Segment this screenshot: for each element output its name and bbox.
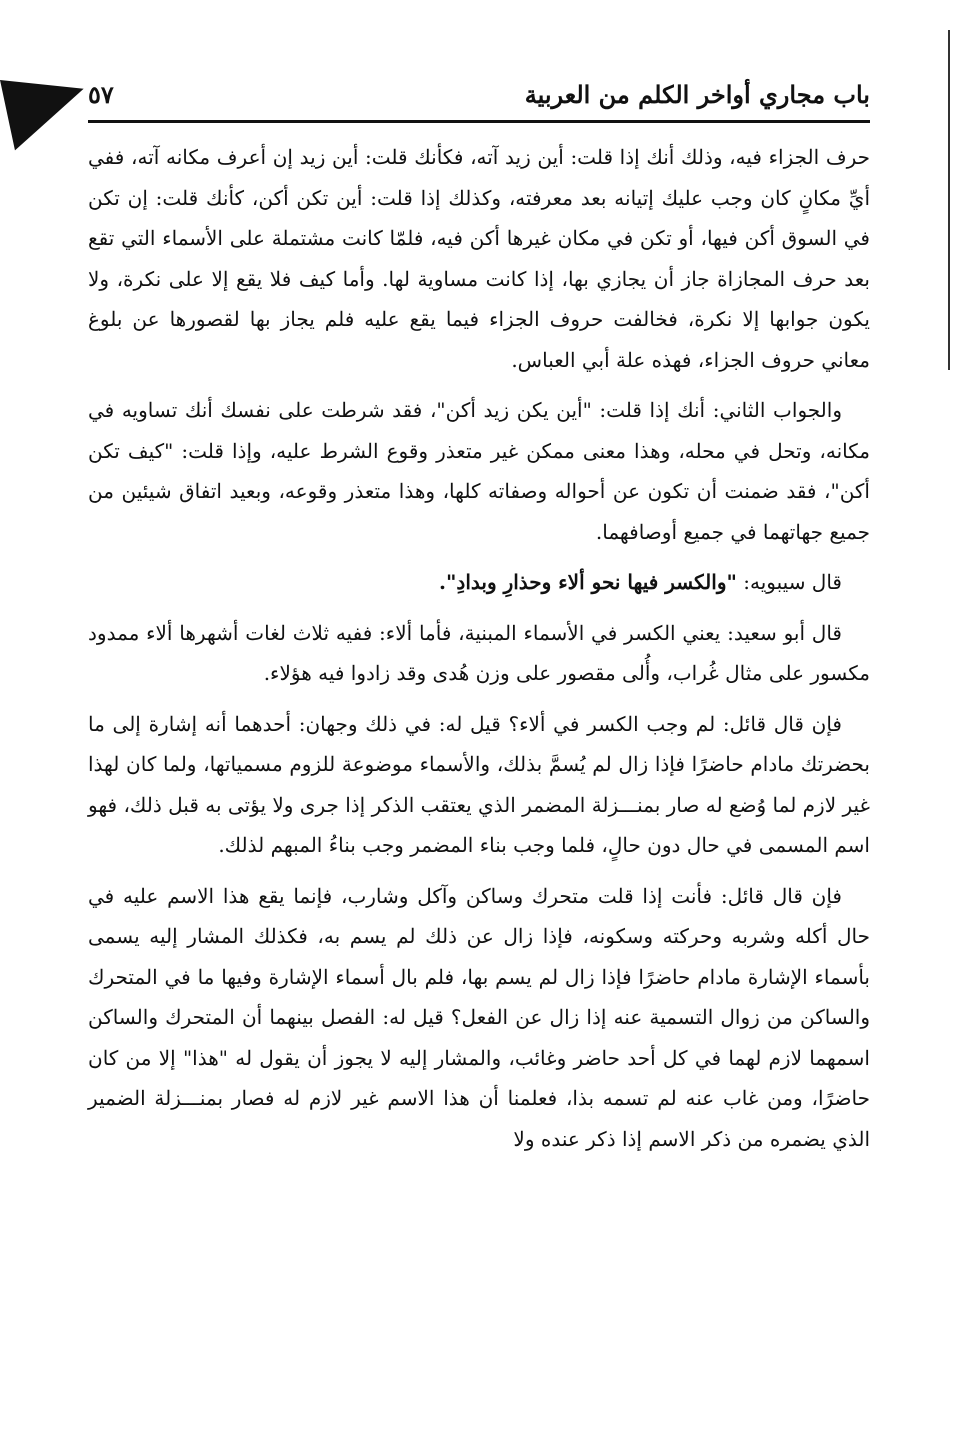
corner-scan-mark bbox=[0, 63, 93, 150]
sibawayh-quote-text: "والكسر فيها نحو ألاء وحذارِ وبدادِ". bbox=[439, 570, 737, 594]
sibawayh-quote bbox=[88, 562, 870, 603]
paragraph-2: والجواب الثاني: أنك إذا قلت: "أين يكن زيد أكن"، فقد شرطت على نفسك أنك تساويه في مكانه، وتحل في محله، وهذا معنى ممكن غير متعذر وقوع الشرط عليه، وإذا قلت: "كيف تكن أكن"، فقد ضمنت أن تكون عن أحواله وصفاته كلها، وهذا متعذر وقوعه، وبعيد اتفاق شيئين من جميع جهاتهما في جميع أوصافهما. bbox=[88, 398, 870, 544]
header-rule bbox=[88, 120, 870, 123]
page-edge-line bbox=[948, 30, 950, 370]
page-number: ٥٧ bbox=[88, 80, 114, 109]
paragraph-3: قال أبو سعيد: يعني الكسر في الأسماء المبنية، فأما ألاء: ففيه ثلاث لغات أشهرها ألاء ممدود مكسور على مثال غُراب، وأُلى مقصور على وزن هُدى وقد زادوا فيه هؤلاء. bbox=[88, 620, 870, 685]
running-header-title: باب مجاري أواخر الكلم من العربية bbox=[524, 80, 870, 109]
paragraph-1: حرف الجزاء فيه، وذلك أنك إذا قلت: أين زيد آته، فكأنك قلت: أين زيد إن أعرف مكانه آته، ففي أيِّ مكانٍ كان وجب عليك إتيانه بعد معرفته، وكذلك إذا قلت: أين تكن أكن، كأنك قلت: إن تكن في السوق أكن فيها، أو تكن في مكان غيرها أكن فيه، فلمّا كانت مشتملة على الأسماء التي تقع بعد حرف المجازاة جاز أن يجازي بها، إذا كانت مساوية لها. وأما كيف فلا يقع إلا على نكرة، ولا يكون جوابها إلا نكرة، فخالفت حروف الجزاء فيما يقع عليه فلم يجاز بها لقصورها عن بلوغ معاني حروف الجزاء، فهذه علة أبي العباس. bbox=[88, 145, 870, 372]
running-header bbox=[88, 74, 870, 120]
paragraph-5: فإن قال قائل: فأنت إذا قلت متحرك وساكن وآكل وشارب، فإنما يقع هذا الاسم عليه في حال أكله وشربه وحركته وسكونه، فإذا زال عن ذلك لم يسم به، فكذلك المشار إليه يسمى بأسماء الإشارة مادام حاضرًا فإذا زال لم يسم بها، فلم بال أسماء الإشارة وفيها ما في المتحرك والساكن من زوال التسمية عنه إذا زال عن الفعل؟ قيل له: الفصل بينهما أن المتحرك والساكن اسمهما لازم لهما في كل أحد حاضر وغائب، والمشار إليه لا يجوز أن يقول له "هذا" إلا من كان حاضرًا، ومن غاب عنه لم تسمه بذا، فعلمنا أن هذا الاسم غير لازم له فصار بمنـــزلة الضمير الذي يضمره من ذكر الاسم إذا ذكر عنده ولا bbox=[88, 883, 871, 1151]
page-body bbox=[88, 137, 870, 1159]
paragraph-4: فإن قال قائل: لم وجب الكسر في ألاء؟ قيل له: في ذلك وجهان: أحدهما أنه إشارة إلى ما بحضرتك مادام حاضرًا فإذا زال لم يُسمَّ بذلك، والأسماء موضوعة للزوم مسمياتها، ولما كان لهذا غير لازم لما وُضع له صار بمنـــزلة المضمر الذي يعتقب الذكر إذا جرى ولا يؤتى به قبل ذلك، فهو اسم المسمى في حال دون حالٍ، فلما وجب بناء المضمر وجب بناءُ المبهم لذلك. bbox=[88, 711, 870, 857]
sibawayh-quote-intro: قال سيبويه: bbox=[736, 570, 842, 594]
book-page bbox=[88, 74, 870, 1169]
